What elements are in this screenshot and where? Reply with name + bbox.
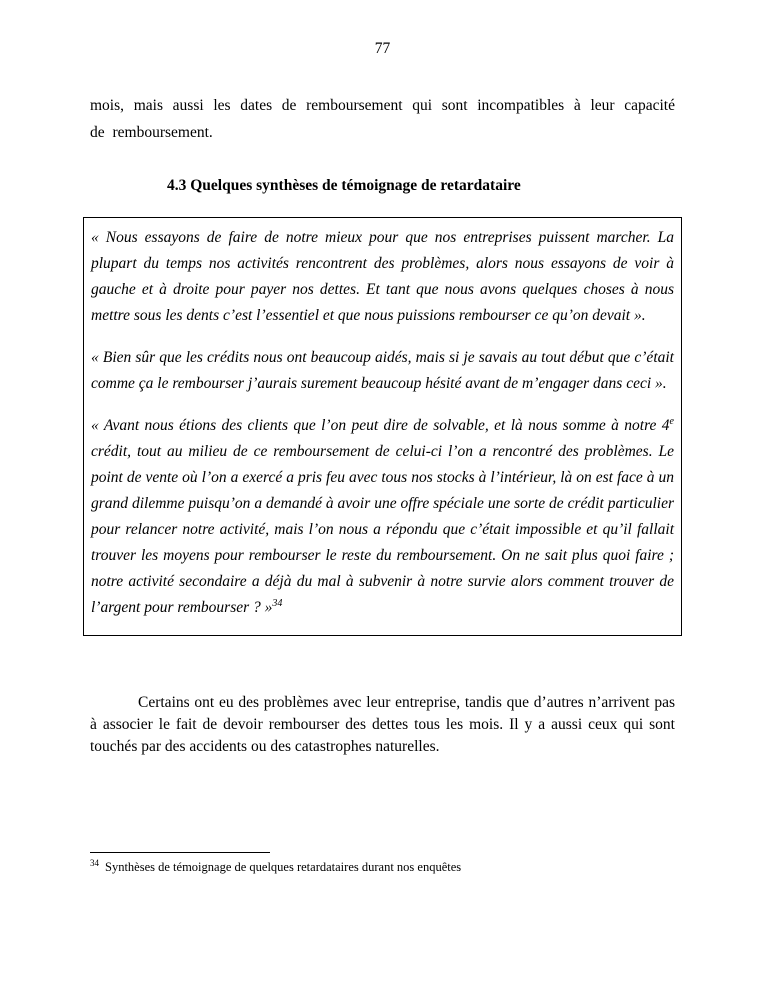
section-heading: 4.3 Quelques synthèses de témoignage de retardataire [167, 177, 521, 194]
footnote-reference: 34 [272, 597, 283, 609]
body-paragraph: Certains ont eu des problèmes avec leur entreprise, tandis que d’autres n’arrivent pas à associer le fait de devoir rembourser des dettes tous les mois. Il y a aussi ceux qui sont touchés par des accidents ou des catastrophes naturelles. [90, 694, 675, 755]
quote-paragraph-2: « Bien sûr que les crédits nous ont beaucoup aidés, mais si je savais au tout début que c’était comme ça le rembourser j’aurais surement beaucoup hésité avant de m’engager dans ceci ». [91, 349, 674, 392]
quote-box [83, 217, 682, 636]
ordinal-superscript: e [669, 415, 674, 427]
page-number: 77 [374, 40, 391, 57]
quote-3-text-end: crédit, tout au milieu de ce remboursement de celui-ci l’on a rencontré des problèmes. Le point de vente où l’on a exercé a pris feu avec tous nos stocks à l’intérieur, là on est face à un grand dilemme puisqu’on a demandé à avoir une offre spéciale une sorte de crédit particulier pour relancer notre activité, mais l’on nous a répondu que c’était impossible et qu’il fallait trouver les moyens pour rembourser le reste du remboursement. On ne sait plus quoi faire ; notre activité secondaire a déjà du mal à subvenir à notre survie alors comment trouver de l’argent pour rembourser ? » [91, 443, 674, 616]
quote-paragraph-1: « Nous essayons de faire de notre mieux pour que nos entreprises puissent marcher. La plupart du temps nos activités rencontrent des problèmes, alors nous essayons de voir à gauche et à droite pour payer nos dettes. Et tant que nous avons quelques choses à nous mettre sous les dents c’est l’essentiel et que nous puissions rembourser ce qu’on devait ». [91, 229, 674, 324]
footnote-separator-rule [90, 852, 270, 853]
footnote-marker: 34 [90, 857, 99, 868]
footnote [90, 859, 675, 875]
footnote-block [90, 852, 675, 875]
footnote-text: Synthèses de témoignage de quelques retardataires durant nos enquêtes [105, 860, 462, 874]
quote-paragraph-3 [91, 413, 674, 621]
quote-3-text-start: « Avant nous étions des clients que l’on peut dire de solvable, et là nous somme à notre 4 [91, 417, 670, 434]
intro-paragraph: mois, mais aussi les dates de remboursement qui sont incompatibles à leur capacité de remboursement. [90, 97, 675, 141]
